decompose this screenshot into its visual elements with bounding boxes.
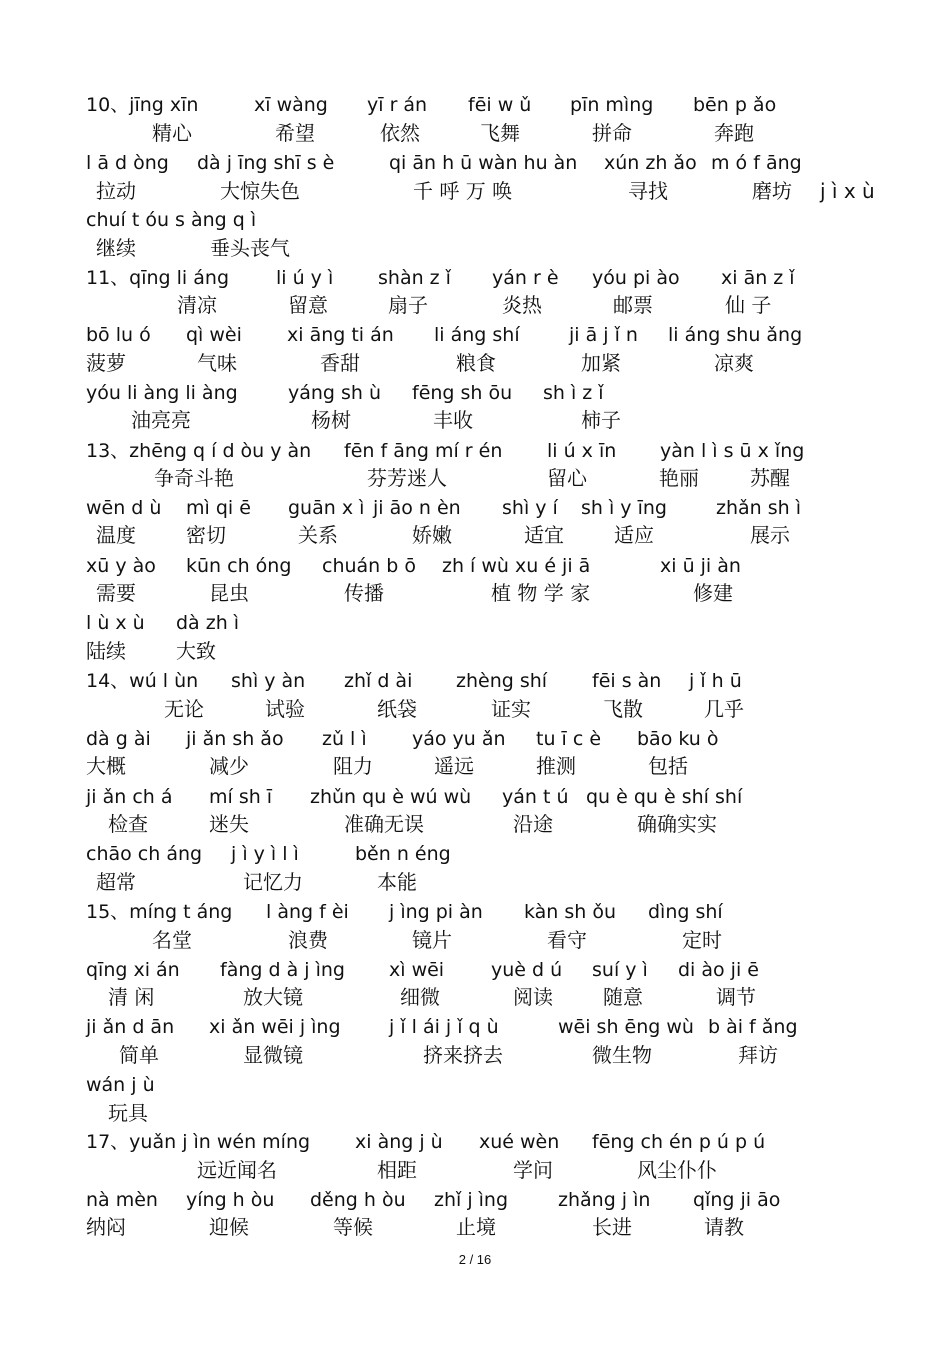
hanzi-word: 拉动 — [96, 179, 136, 203]
hanzi-word: 清凉 — [177, 293, 217, 317]
hanzi-word: 留意 — [288, 293, 328, 317]
hanzi-word: 传播 — [344, 581, 384, 605]
hanzi-word: 几乎 — [704, 697, 744, 721]
pinyin-row — [0, 958, 950, 986]
pinyin-word: b ài f ǎng — [708, 1016, 798, 1038]
hanzi-word: 奔跑 — [714, 121, 754, 145]
pinyin-word: yáo yu ǎn — [412, 728, 506, 750]
pinyin-word: ji āo n èn — [373, 497, 461, 519]
pinyin-word: yī r án — [367, 94, 428, 116]
hanzi-word: 细微 — [400, 985, 440, 1009]
pinyin-word: mì qi ē — [186, 497, 251, 519]
hanzi-row — [0, 928, 950, 956]
pinyin-word: dà zh ì — [176, 612, 240, 634]
hanzi-word: 精心 — [152, 121, 192, 145]
hanzi-word: 扇子 — [388, 293, 428, 317]
hanzi-word: 微生物 — [592, 1043, 652, 1067]
hanzi-row — [0, 1101, 950, 1129]
hanzi-row — [0, 870, 950, 898]
hanzi-word: 证实 — [491, 697, 531, 721]
hanzi-word: 希望 — [275, 121, 315, 145]
pinyin-word: xi ān z ǐ — [721, 267, 795, 289]
hanzi-word: 无论 — [164, 697, 204, 721]
page-number: 2 / 16 — [458, 1252, 492, 1267]
pinyin-row — [0, 208, 950, 236]
hanzi-word: 凉爽 — [714, 351, 754, 375]
pinyin-word: bēn p ǎo — [693, 94, 777, 116]
pinyin-word: qǐng ji āo — [693, 1189, 781, 1211]
hanzi-word: 推测 — [536, 754, 576, 778]
hanzi-word: 显微镜 — [243, 1043, 303, 1067]
pinyin-word: qi ān h ū wàn hu àn — [389, 152, 578, 174]
hanzi-word: 适应 — [614, 523, 654, 547]
pinyin-word: dà g ài — [86, 728, 151, 750]
pinyin-row — [0, 496, 950, 524]
pinyin-word: wēn d ù — [86, 497, 162, 519]
pinyin-word: di ào ji ē — [678, 959, 759, 981]
hanzi-word: 沿途 — [513, 812, 553, 836]
pinyin-word: xì wēi — [389, 959, 445, 981]
hanzi-word: 减少 — [209, 754, 249, 778]
pinyin-word: děng h òu — [310, 1189, 406, 1211]
hanzi-row — [0, 408, 950, 436]
hanzi-word: 邮票 — [613, 293, 653, 317]
pinyin-word: l ù x ù — [86, 612, 145, 634]
hanzi-row — [0, 121, 950, 149]
pinyin-word: xi āng ti án — [287, 324, 394, 346]
pinyin-word: fēi w ǔ — [468, 94, 532, 116]
pinyin-row — [0, 151, 950, 179]
hanzi-word: 包括 — [648, 754, 688, 778]
pinyin-word: fēn f āng mí r én — [344, 440, 503, 462]
hanzi-word: 油亮亮 — [131, 408, 191, 432]
hanzi-word: 遥远 — [434, 754, 474, 778]
pinyin-word: zhǐ j ìng — [434, 1189, 509, 1211]
pinyin-word: zh í wù xu é ji ā — [442, 555, 591, 577]
hanzi-word: 飞散 — [603, 697, 643, 721]
hanzi-word: 寻找 — [628, 179, 668, 203]
pinyin-word: li ú x īn — [547, 440, 617, 462]
hanzi-word: 长进 — [592, 1215, 632, 1239]
hanzi-word: 本能 — [377, 870, 417, 894]
pinyin-word: j ǐ l ái j ǐ q ù — [389, 1016, 499, 1038]
hanzi-word: 超常 — [96, 870, 136, 894]
pinyin-word: fàng d à j ìng — [220, 959, 345, 981]
hanzi-row — [0, 523, 950, 551]
pinyin-word: xī wàng — [254, 94, 328, 116]
pinyin-word: sh ì y īng — [581, 497, 667, 519]
hanzi-word: 迷失 — [209, 812, 249, 836]
pinyin-word: wēi sh ēng wù — [558, 1016, 694, 1038]
pinyin-word: dìng shí — [648, 901, 723, 923]
hanzi-word: 芬芳迷人 — [367, 466, 447, 490]
pinyin-word: li áng shu ǎng — [668, 324, 803, 346]
hanzi-word: 玩具 — [108, 1101, 148, 1125]
pinyin-row — [0, 1015, 950, 1043]
pinyin-word: li ú y ì — [276, 267, 334, 289]
hanzi-word: 清 闲 — [108, 985, 155, 1009]
hanzi-row — [0, 812, 950, 840]
hanzi-word: 适宜 — [524, 523, 564, 547]
hanzi-word: 大惊失色 — [220, 179, 300, 203]
hanzi-word: 千 呼 万 唤 — [413, 179, 513, 203]
hanzi-row — [0, 236, 950, 264]
hanzi-word: 阻力 — [333, 754, 373, 778]
pinyin-word: nà mèn — [86, 1189, 158, 1211]
pinyin-word: 17、yuǎn j ìn wén míng — [86, 1131, 311, 1153]
pinyin-word: j ì y ì l ì — [231, 843, 299, 865]
pinyin-row — [0, 611, 950, 639]
pinyin-word: sh ì z ǐ — [543, 382, 604, 404]
hanzi-word: 看守 — [547, 928, 587, 952]
pinyin-word: kūn ch óng — [186, 555, 292, 577]
pinyin-word: yíng h òu — [186, 1189, 275, 1211]
hanzi-word: 挤来挤去 — [423, 1043, 503, 1067]
hanzi-word: 丰收 — [433, 408, 473, 432]
pinyin-word: yán t ú — [502, 786, 569, 808]
hanzi-word: 依然 — [380, 121, 420, 145]
pinyin-row — [0, 1073, 950, 1101]
pinyin-word: xi àng j ù — [355, 1131, 443, 1153]
pinyin-word: l àng f èi — [266, 901, 349, 923]
hanzi-word: 飞舞 — [480, 121, 520, 145]
hanzi-word: 检查 — [108, 812, 148, 836]
pinyin-word: dà j īng shī s è — [197, 152, 335, 174]
pinyin-word: qu è qu è shí shí — [586, 786, 743, 808]
hanzi-word: 争奇斗艳 — [154, 466, 234, 490]
pinyin-word: j ìng pi àn — [389, 901, 483, 923]
pinyin-word: zhǔn qu è wú wù — [310, 786, 472, 808]
pinyin-word: 14、wú l ùn — [86, 670, 199, 692]
hanzi-word: 粮食 — [456, 351, 496, 375]
hanzi-word: 放大镜 — [243, 985, 303, 1009]
pinyin-row — [0, 727, 950, 755]
pinyin-word: suí y ì — [592, 959, 648, 981]
hanzi-row — [0, 179, 950, 207]
hanzi-word: 止境 — [456, 1215, 496, 1239]
hanzi-word: 相距 — [377, 1158, 417, 1182]
pinyin-word: wán j ù — [86, 1074, 155, 1096]
hanzi-word: 艳丽 — [659, 466, 699, 490]
pinyin-row — [0, 785, 950, 813]
pinyin-word: xi ǎn wēi j ìng — [209, 1016, 341, 1038]
hanzi-word: 留心 — [547, 466, 587, 490]
hanzi-row — [0, 466, 950, 494]
pinyin-word: ji ǎn sh ǎo — [186, 728, 284, 750]
pinyin-word: fēng ch én p ú p ú — [592, 1131, 766, 1153]
pinyin-word: guān x ì — [288, 497, 365, 519]
hanzi-word: 试验 — [265, 697, 305, 721]
hanzi-word: 确确实实 — [637, 812, 717, 836]
hanzi-word: 纸袋 — [377, 697, 417, 721]
pinyin-word: chāo ch áng — [86, 843, 203, 865]
pinyin-word: mí sh ī — [209, 786, 273, 808]
hanzi-word: 展示 — [750, 523, 790, 547]
pinyin-word: pīn mìng — [570, 94, 654, 116]
pinyin-word: 10、jīng xīn — [86, 94, 199, 116]
pinyin-word: xi ū ji àn — [660, 555, 741, 577]
hanzi-word: 苏醒 — [750, 466, 790, 490]
pinyin-word: zhǎn sh ì — [716, 497, 801, 519]
pinyin-row — [0, 842, 950, 870]
hanzi-word: 请教 — [704, 1215, 744, 1239]
hanzi-row — [0, 985, 950, 1013]
hanzi-word: 随意 — [603, 985, 643, 1009]
hanzi-word: 镜片 — [412, 928, 452, 952]
hanzi-word: 准确无误 — [344, 812, 424, 836]
pinyin-word: xué wèn — [479, 1131, 560, 1153]
pinyin-word: shàn z ǐ — [378, 267, 451, 289]
pinyin-word: yàn l ì s ū x ǐng — [660, 440, 805, 462]
hanzi-word: 加紧 — [581, 351, 621, 375]
hanzi-word: 名堂 — [152, 928, 192, 952]
hanzi-word: 昆虫 — [209, 581, 249, 605]
hanzi-word: 温度 — [96, 523, 136, 547]
hanzi-word: 定时 — [682, 928, 722, 952]
hanzi-word: 拼命 — [592, 121, 632, 145]
pinyin-word: l ā d òng — [86, 152, 169, 174]
hanzi-row — [0, 1215, 950, 1243]
hanzi-word: 浪费 — [288, 928, 328, 952]
pinyin-word: 15、míng t áng — [86, 901, 233, 923]
hanzi-word: 拜访 — [738, 1043, 778, 1067]
pinyin-word: chuí t óu s àng q ì — [86, 209, 257, 231]
hanzi-word: 阅读 — [513, 985, 553, 1009]
hanzi-word: 纳闷 — [86, 1215, 126, 1239]
hanzi-word: 香甜 — [320, 351, 360, 375]
pinyin-row — [0, 93, 950, 121]
pinyin-row — [0, 381, 950, 409]
pinyin-word: fēi s àn — [592, 670, 662, 692]
pinyin-word: 11、qīng li áng — [86, 267, 230, 289]
pinyin-word: li áng shí — [434, 324, 520, 346]
pinyin-word: ji ǎn d ān — [86, 1016, 175, 1038]
hanzi-row — [0, 697, 950, 725]
pinyin-word: yán r è — [492, 267, 559, 289]
pinyin-word: zhèng shí — [456, 670, 548, 692]
hanzi-word: 等候 — [333, 1215, 373, 1239]
pinyin-word: yóu pi ào — [592, 267, 680, 289]
pinyin-row — [0, 266, 950, 294]
pinyin-row — [0, 1188, 950, 1216]
hanzi-word: 迎候 — [209, 1215, 249, 1239]
hanzi-word: 垂头丧气 — [210, 236, 290, 260]
hanzi-word: 风尘仆仆 — [637, 1158, 717, 1182]
pinyin-row — [0, 1130, 950, 1158]
hanzi-word: 陆续 — [86, 639, 126, 663]
hanzi-word: 远近闻名 — [197, 1158, 277, 1182]
hanzi-row — [0, 1043, 950, 1071]
hanzi-word: 需要 — [96, 581, 136, 605]
pinyin-word: ji ǎn ch á — [86, 786, 173, 808]
hanzi-word: 菠萝 — [86, 351, 126, 375]
pinyin-row — [0, 323, 950, 351]
pinyin-row — [0, 669, 950, 697]
pinyin-row — [0, 900, 950, 928]
hanzi-word: 炎热 — [502, 293, 542, 317]
hanzi-word: 继续 — [96, 236, 136, 260]
pinyin-word: běn n éng — [355, 843, 451, 865]
hanzi-word: 学问 — [513, 1158, 553, 1182]
pinyin-row — [0, 439, 950, 467]
hanzi-word: 简单 — [119, 1043, 159, 1067]
pinyin-word: xún zh ǎo — [604, 152, 697, 174]
pinyin-word: bāo ku ò — [637, 728, 719, 750]
pinyin-word: bō lu ó — [86, 324, 151, 346]
hanzi-row — [0, 639, 950, 667]
pinyin-word: m ó f āng — [711, 152, 802, 174]
hanzi-word: 关系 — [298, 523, 338, 547]
hanzi-row — [0, 1158, 950, 1186]
hanzi-word: 密切 — [186, 523, 226, 547]
hanzi-word: 记忆力 — [243, 870, 303, 894]
hanzi-word: 磨坊 — [752, 179, 792, 203]
hanzi-word: 仙 子 — [725, 293, 772, 317]
pinyin-row — [0, 554, 950, 582]
pinyin-word: fēng sh ōu — [412, 382, 513, 404]
hanzi-word: 气味 — [197, 351, 237, 375]
hanzi-row — [0, 754, 950, 782]
pinyin-word: tu ī c è — [536, 728, 602, 750]
hanzi-word: j ì x ù — [820, 179, 875, 203]
hanzi-word: 植 物 学 家 — [491, 581, 591, 605]
pinyin-word: qì wèi — [186, 324, 242, 346]
hanzi-word: 娇嫩 — [412, 523, 452, 547]
hanzi-row — [0, 351, 950, 379]
pinyin-word: yóu li àng li àng — [86, 382, 238, 404]
pinyin-word: zhǐ d ài — [344, 670, 413, 692]
hanzi-word: 柿子 — [581, 408, 621, 432]
pinyin-word: 13、zhēng q í d òu y àn — [86, 440, 312, 462]
pinyin-word: kàn sh ǒu — [524, 901, 617, 923]
pinyin-word: zǔ l ì — [322, 728, 367, 750]
hanzi-word: 杨树 — [311, 408, 351, 432]
pinyin-word: zhǎng j ìn — [558, 1189, 651, 1211]
hanzi-row — [0, 581, 950, 609]
pinyin-word: ji ā j ǐ n — [569, 324, 638, 346]
pinyin-word: j ǐ h ū — [689, 670, 742, 692]
hanzi-word: 大致 — [176, 639, 216, 663]
pinyin-word: yuè d ú — [491, 959, 563, 981]
hanzi-word: 大概 — [86, 754, 126, 778]
pinyin-word: xū y ào — [86, 555, 156, 577]
hanzi-word: 调节 — [716, 985, 756, 1009]
hanzi-row — [0, 293, 950, 321]
pinyin-word: shì y àn — [231, 670, 306, 692]
pinyin-word: qīng xi án — [86, 959, 180, 981]
pinyin-word: yáng sh ù — [288, 382, 382, 404]
hanzi-word: 修建 — [693, 581, 733, 605]
pinyin-word: shì y í — [502, 497, 558, 519]
pinyin-word: chuán b ō — [322, 555, 416, 577]
